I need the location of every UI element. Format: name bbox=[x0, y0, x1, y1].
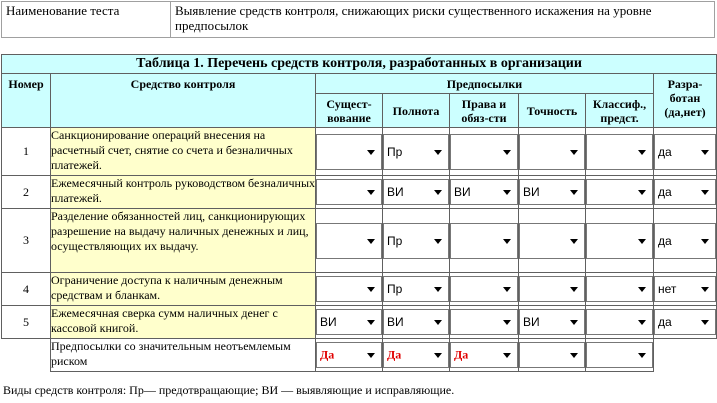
dropdown-completeness[interactable] bbox=[383, 309, 449, 335]
table-row bbox=[2, 209, 717, 273]
dropdown-cell bbox=[383, 306, 450, 339]
table-row bbox=[2, 128, 717, 176]
dropdown-cell bbox=[519, 273, 586, 306]
dropdown-developed[interactable] bbox=[654, 134, 716, 170]
dropdown-value: ВИ bbox=[523, 315, 540, 329]
dropdown-value: Пр bbox=[387, 144, 403, 159]
chevron-down-icon bbox=[367, 190, 375, 195]
dropdown-value: Да bbox=[454, 347, 469, 362]
subheader-classification: Классиф., предст. bbox=[586, 94, 654, 128]
chevron-down-icon bbox=[503, 190, 511, 195]
dropdown-value: нет bbox=[658, 282, 677, 296]
chevron-down-icon bbox=[434, 239, 442, 244]
subheader-existence: Сущест- вование bbox=[316, 94, 383, 128]
control-description: Разделение обязанностей лиц, санкционирующих разрешение на выдачу наличных денежных и лиц, осуществляющих их выдачу. bbox=[51, 209, 316, 273]
dropdown-cell bbox=[519, 176, 586, 209]
empty-cell bbox=[654, 339, 717, 372]
control-description: Ежемесячный контроль руководством безналичных платежей. bbox=[51, 176, 316, 209]
row-number: 5 bbox=[2, 306, 51, 339]
dropdown-cell bbox=[654, 209, 717, 273]
dropdown-completeness[interactable] bbox=[383, 179, 449, 205]
dropdown-cell bbox=[519, 128, 586, 176]
dropdown-value: ВИ bbox=[523, 185, 540, 199]
dropdown-accuracy[interactable] bbox=[519, 134, 585, 170]
dropdown-accuracy[interactable] bbox=[519, 276, 585, 302]
dropdown-value: да bbox=[658, 185, 672, 199]
dropdown-cell bbox=[586, 306, 654, 339]
dropdown-developed[interactable] bbox=[654, 309, 716, 335]
dropdown-value: да bbox=[658, 233, 672, 248]
dropdown-value: да bbox=[658, 144, 672, 159]
dropdown-cell bbox=[654, 306, 717, 339]
chevron-down-icon bbox=[638, 287, 646, 292]
dropdown-cell bbox=[586, 176, 654, 209]
dropdown-accuracy[interactable] bbox=[519, 179, 585, 205]
chevron-down-icon bbox=[503, 287, 511, 292]
chevron-down-icon bbox=[570, 353, 578, 358]
dropdown-cell bbox=[586, 209, 654, 273]
dropdown-cell bbox=[450, 273, 519, 306]
dropdown-cell bbox=[316, 273, 383, 306]
table-row bbox=[2, 306, 717, 339]
dropdown-rights[interactable] bbox=[450, 179, 518, 205]
row-number: 4 bbox=[2, 273, 51, 306]
dropdown-value: ВИ bbox=[454, 185, 471, 199]
chevron-down-icon bbox=[367, 287, 375, 292]
column-header-control: Средство контроля bbox=[51, 74, 316, 128]
chevron-down-icon bbox=[570, 287, 578, 292]
chevron-down-icon bbox=[367, 239, 375, 244]
dropdown-classification[interactable] bbox=[586, 309, 653, 335]
dropdown-rights[interactable] bbox=[450, 134, 518, 170]
chevron-down-icon bbox=[570, 190, 578, 195]
column-header-premises: Предпосылки bbox=[316, 74, 654, 94]
chevron-down-icon bbox=[638, 239, 646, 244]
table-title: Таблица 1. Перечень средств контроля, разработанных в организации bbox=[2, 55, 717, 74]
risk-dropdown-rights[interactable] bbox=[450, 342, 518, 368]
chevron-down-icon bbox=[367, 320, 375, 325]
dropdown-cell bbox=[383, 209, 450, 273]
dropdown-accuracy[interactable] bbox=[519, 223, 585, 259]
dropdown-existence[interactable] bbox=[316, 276, 382, 302]
dropdown-existence[interactable] bbox=[316, 223, 382, 259]
test-name-label: Наименование теста bbox=[2, 2, 171, 38]
chevron-down-icon bbox=[367, 353, 375, 358]
dropdown-completeness[interactable] bbox=[383, 223, 449, 259]
dropdown-existence[interactable] bbox=[316, 134, 382, 170]
chevron-down-icon bbox=[570, 239, 578, 244]
subheader-completeness: Полнота bbox=[383, 94, 450, 128]
chevron-down-icon bbox=[701, 287, 709, 292]
dropdown-cell bbox=[586, 273, 654, 306]
dropdown-classification[interactable] bbox=[586, 179, 653, 205]
chevron-down-icon bbox=[434, 287, 442, 292]
subheader-rights: Права и обяз-сти bbox=[450, 94, 519, 128]
dropdown-cell bbox=[654, 176, 717, 209]
dropdown-cell bbox=[383, 128, 450, 176]
dropdown-cell bbox=[586, 339, 654, 372]
dropdown-cell bbox=[383, 176, 450, 209]
test-name-value: Выявление средств контроля, снижающих риски существенного искажения на уровне предпосылок bbox=[171, 2, 715, 38]
dropdown-classification[interactable] bbox=[586, 134, 653, 170]
dropdown-cell bbox=[450, 128, 519, 176]
risk-dropdown-existence[interactable] bbox=[316, 342, 382, 368]
dropdown-existence[interactable] bbox=[316, 309, 382, 335]
chevron-down-icon bbox=[638, 320, 646, 325]
dropdown-cell bbox=[383, 339, 450, 372]
dropdown-cell bbox=[519, 306, 586, 339]
chevron-down-icon bbox=[701, 320, 709, 325]
dropdown-developed[interactable] bbox=[654, 179, 716, 205]
row-number: 1 bbox=[2, 128, 51, 176]
chevron-down-icon bbox=[570, 320, 578, 325]
chevron-down-icon bbox=[503, 150, 511, 155]
dropdown-cell bbox=[450, 339, 519, 372]
chevron-down-icon bbox=[434, 320, 442, 325]
dropdown-cell bbox=[316, 339, 383, 372]
chevron-down-icon bbox=[638, 353, 646, 358]
controls-table bbox=[1, 54, 717, 372]
chevron-down-icon bbox=[434, 353, 442, 358]
dropdown-value: Пр bbox=[387, 233, 403, 248]
dropdown-value: да bbox=[658, 315, 672, 329]
dropdown-cell bbox=[316, 306, 383, 339]
control-description: Санкционирование операций внесения на расчетный счет, снятие со счета и безналичных платежей. bbox=[51, 128, 316, 176]
legend-footer: Виды средств контроля: Пр— предотвращающие; ВИ — выявляющие и исправляющие. bbox=[3, 383, 455, 397]
dropdown-cell bbox=[383, 273, 450, 306]
chevron-down-icon bbox=[701, 150, 709, 155]
dropdown-classification[interactable] bbox=[586, 276, 653, 302]
dropdown-completeness[interactable] bbox=[383, 276, 449, 302]
dropdown-rights[interactable] bbox=[450, 276, 518, 302]
dropdown-rights[interactable] bbox=[450, 309, 518, 335]
chevron-down-icon bbox=[701, 239, 709, 244]
dropdown-cell bbox=[654, 128, 717, 176]
dropdown-developed[interactable] bbox=[654, 276, 716, 302]
risk-dropdown-classification[interactable] bbox=[586, 342, 653, 368]
dropdown-classification[interactable] bbox=[586, 223, 653, 259]
summary-description: Предпосылки со значительным неотъемлемым риском bbox=[51, 339, 316, 372]
dropdown-value: ВИ bbox=[387, 315, 404, 329]
dropdown-value: Пр bbox=[387, 282, 403, 296]
test-header-table bbox=[1, 1, 715, 38]
dropdown-cell bbox=[586, 128, 654, 176]
chevron-down-icon bbox=[434, 190, 442, 195]
column-header-developed: Разра- ботан (да,нет) bbox=[654, 74, 717, 128]
dropdown-cell bbox=[316, 176, 383, 209]
dropdown-cell bbox=[519, 339, 586, 372]
chevron-down-icon bbox=[638, 150, 646, 155]
chevron-down-icon bbox=[367, 150, 375, 155]
row-number: 2 bbox=[2, 176, 51, 209]
column-header-number: Номер bbox=[2, 74, 51, 128]
risk-dropdown-completeness[interactable] bbox=[383, 342, 449, 368]
control-description: Ограничение доступа к наличным денежным средствам и бланкам. bbox=[51, 273, 316, 306]
dropdown-cell bbox=[316, 128, 383, 176]
table-row bbox=[2, 176, 717, 209]
chevron-down-icon bbox=[503, 239, 511, 244]
dropdown-existence[interactable] bbox=[316, 179, 382, 205]
table-row bbox=[2, 273, 717, 306]
subheader-accuracy: Точность bbox=[519, 94, 586, 128]
row-number: 3 bbox=[2, 209, 51, 273]
chevron-down-icon bbox=[701, 190, 709, 195]
dropdown-cell bbox=[450, 306, 519, 339]
risk-dropdown-accuracy[interactable] bbox=[519, 342, 585, 368]
dropdown-cell bbox=[519, 209, 586, 273]
dropdown-cell bbox=[450, 209, 519, 273]
dropdown-value: Да bbox=[387, 347, 402, 362]
dropdown-value: ВИ bbox=[387, 185, 404, 199]
dropdown-developed[interactable] bbox=[654, 223, 716, 259]
dropdown-cell bbox=[654, 273, 717, 306]
summary-row bbox=[2, 339, 717, 372]
dropdown-value: ВИ bbox=[320, 315, 337, 329]
dropdown-accuracy[interactable] bbox=[519, 309, 585, 335]
chevron-down-icon bbox=[570, 150, 578, 155]
dropdown-rights[interactable] bbox=[450, 223, 518, 259]
chevron-down-icon bbox=[434, 150, 442, 155]
dropdown-cell bbox=[450, 176, 519, 209]
dropdown-completeness[interactable] bbox=[383, 134, 449, 170]
control-description: Ежемесячная сверка сумм наличных денег с кассовой книгой. bbox=[51, 306, 316, 339]
chevron-down-icon bbox=[503, 320, 511, 325]
chevron-down-icon bbox=[503, 353, 511, 358]
chevron-down-icon bbox=[638, 190, 646, 195]
dropdown-value: Да bbox=[320, 347, 335, 362]
dropdown-cell bbox=[316, 209, 383, 273]
empty-cell bbox=[2, 339, 51, 372]
